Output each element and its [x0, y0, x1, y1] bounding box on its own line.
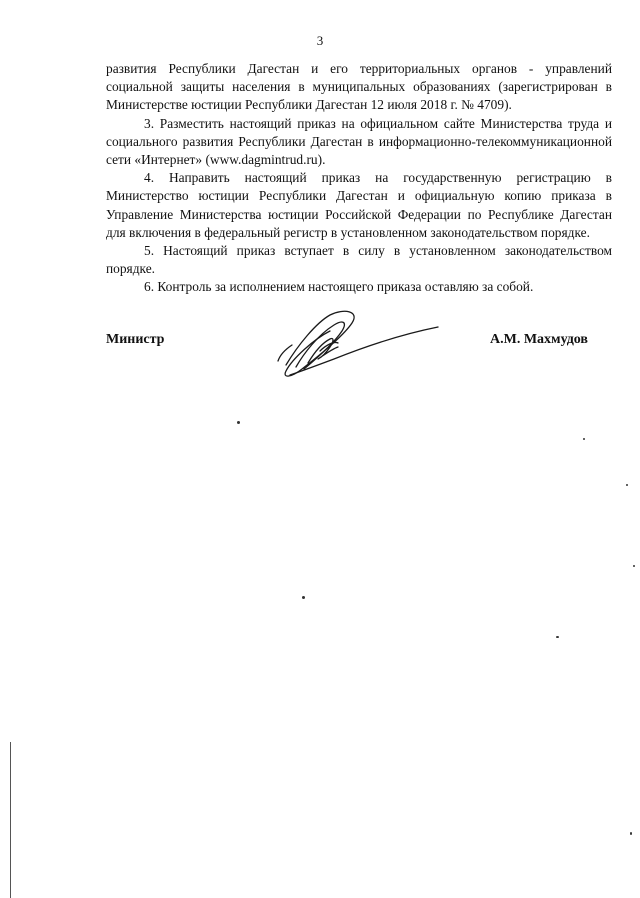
paragraph-3: 3. Разместить настоящий приказ на официальном сайте Министерства труда и социального развития Республики Дагестан в информационно-телекоммуникационной сети «Интернет» (www.dagmintrud.ru).	[106, 115, 612, 168]
scan-speck	[633, 565, 635, 567]
signatory-name: А.М. Махмудов	[490, 332, 588, 347]
paragraph-6: 6. Контроль за исполнением настоящего приказа оставляю за собой.	[144, 279, 534, 295]
scan-speck	[630, 832, 632, 835]
handwritten-signature	[268, 305, 448, 385]
document-body	[106, 60, 612, 297]
scan-speck	[626, 484, 628, 486]
paragraph-4: 4. Направить настоящий приказ на государственную регистрацию в Министерство юстиции Республики Дагестан и официальную копию приказа в Управление Министерства юстиции Российской Федерации по Республике Дагестан для включения в федеральный регистр в установленном законодательством порядке.	[106, 170, 612, 240]
scan-speck	[302, 596, 305, 599]
scan-speck	[237, 421, 240, 424]
scan-speck	[556, 636, 559, 638]
scan-edge-line	[10, 742, 11, 898]
page-number: 3	[316, 33, 324, 48]
paragraph-continuation: развития Республики Дагестан и его территориальных органов - управлений социальной защиты населения в муниципальных образованиях (зарегистрирован в Министерстве юстиции Республики Дагестан 12 июля 2018 г. № 4709).	[106, 61, 612, 113]
scan-speck	[583, 438, 585, 440]
paragraph-5: 5. Настоящий приказ вступает в силу в установленном законодательством порядке.	[106, 243, 612, 277]
signatory-title: Министр	[106, 332, 165, 347]
